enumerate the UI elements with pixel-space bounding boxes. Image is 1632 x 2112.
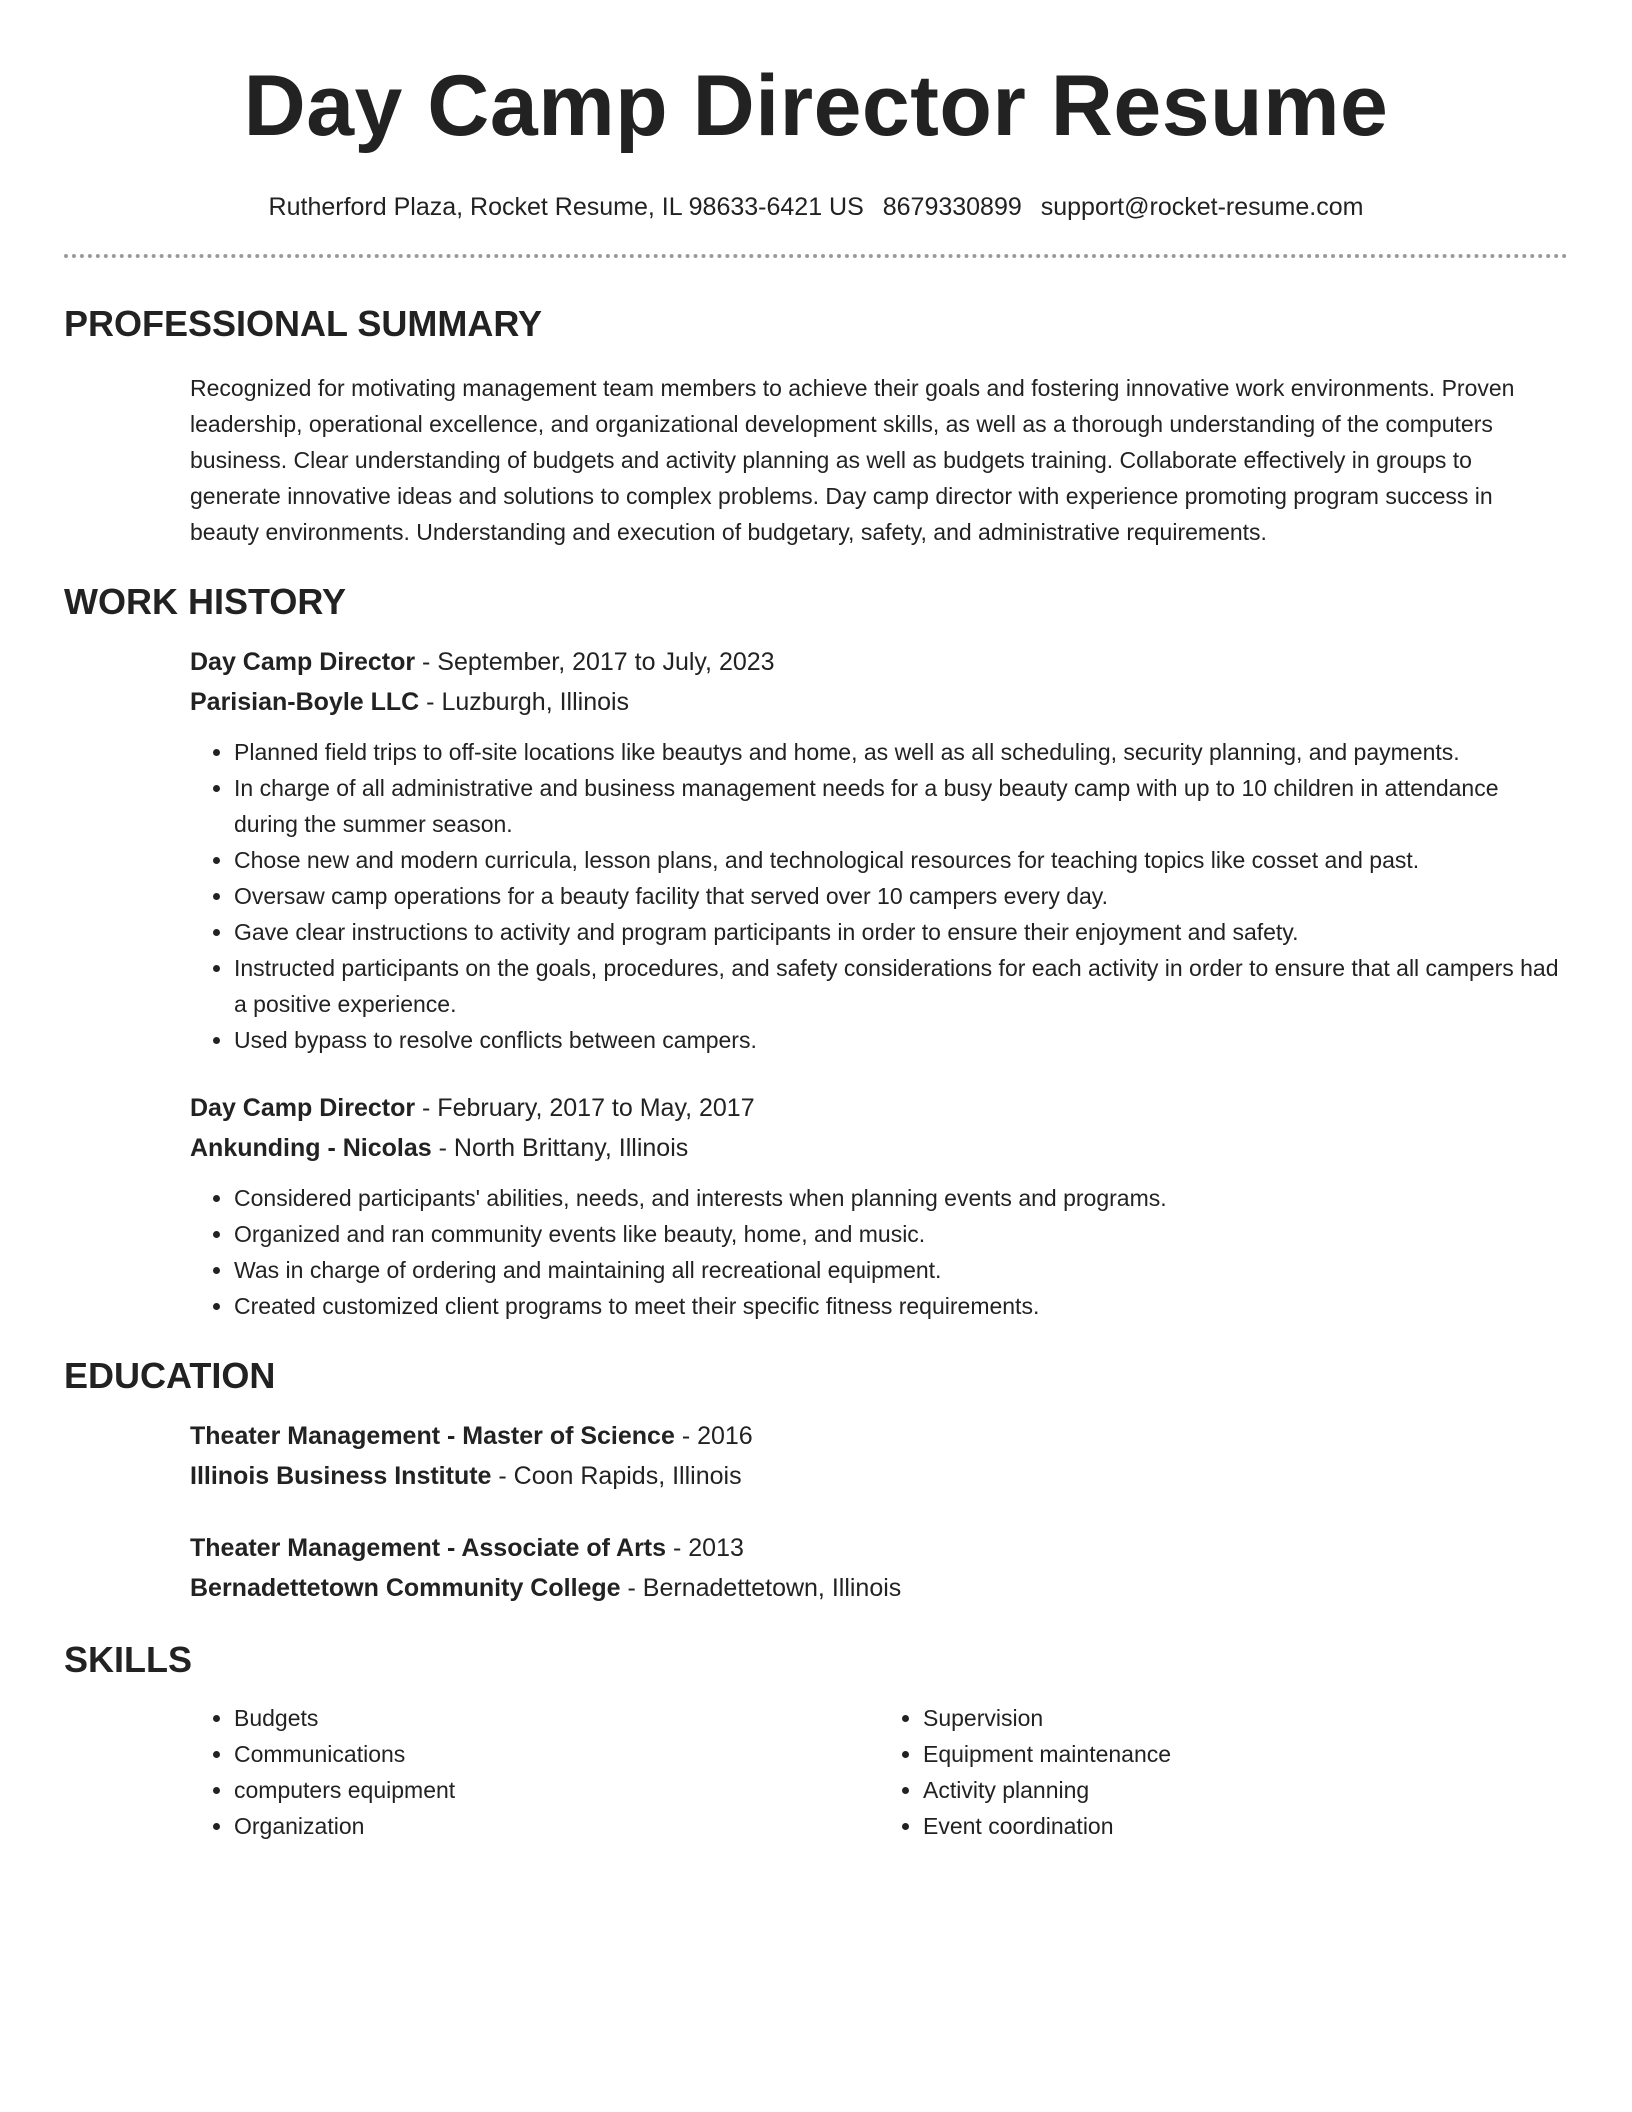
summary-section (64, 302, 1568, 550)
skill-item: • Activity planning (923, 1772, 1568, 1808)
education-entry (64, 1528, 1568, 1608)
job-company-line (190, 1128, 1568, 1168)
skills-heading: SKILLS (64, 1639, 193, 1680)
skill-item: • Organization (234, 1808, 879, 1844)
education-section (64, 1354, 1568, 1608)
skill-item: • computers equipment (234, 1772, 879, 1808)
education-entry (64, 1416, 1568, 1496)
job-duty: • Planned field trips to off-site locations like beautys and home, as well as all scheduling, security planning, and payments. (234, 734, 1568, 770)
degree-name: Theater Management - Associate of Arts (190, 1534, 667, 1562)
skill-item: • Event coordination (923, 1808, 1568, 1844)
skill-item: • Budgets (234, 1700, 879, 1736)
job-location: - Luzburgh, Illinois (419, 688, 630, 716)
header-divider (64, 254, 1568, 258)
skill-item: • Communications (234, 1736, 879, 1772)
contact-line (64, 192, 1568, 222)
school-name: Bernadettetown Community College (190, 1574, 621, 1602)
job-location: - North Brittany, Illinois (431, 1134, 689, 1162)
job-duty: • Considered participants' abilities, needs, and interests when planning events and programs. (234, 1180, 1568, 1216)
job-duty: • Gave clear instructions to activity and program participants in order to ensure their enjoyment and safety. (234, 914, 1568, 950)
job-title: Day Camp Director (190, 648, 416, 676)
job-title-line (190, 1088, 1568, 1128)
job-duty: • Organized and ran community events like beauty, home, and music. (234, 1216, 1568, 1252)
education-heading: EDUCATION (64, 1355, 276, 1396)
school-name: Illinois Business Institute (190, 1462, 492, 1490)
skill-item: • Supervision (923, 1700, 1568, 1736)
job-duty: • In charge of all administrative and business management needs for a busy beauty camp with up to 10 children in attendance during the summer season. (234, 770, 1568, 842)
contact-email: support@rocket-resume.com (1040, 193, 1364, 221)
job-duty: • Used bypass to resolve conflicts between campers. (234, 1022, 1568, 1058)
school-line (190, 1568, 1568, 1608)
skills-list-right (879, 1700, 1568, 1844)
job-company: Parisian-Boyle LLC (190, 688, 420, 716)
job-title-line (190, 642, 1568, 682)
skill-item: • Equipment maintenance (923, 1736, 1568, 1772)
school-location: - Bernadettetown, Illinois (620, 1574, 902, 1602)
degree-line (190, 1416, 1568, 1456)
job-duty: • Was in charge of ordering and maintaining all recreational equipment. (234, 1252, 1568, 1288)
skills-section (64, 1638, 1568, 1844)
summary-text: Recognized for motivating management team members to achieve their goals and fostering innovative work environments. Proven leadership, operational excellence, and organizational development skills, as well as a thorough understanding of the computers business. Clear understanding of budgets and activity planning as well as budgets training. Collaborate effectively in groups to generate innovative ideas and solutions to complex problems. Day camp director with experience promoting program success in beauty environments. Understanding and execution of budgetary, safety, and administrative requirements. (190, 375, 1515, 545)
job-company-line (190, 682, 1568, 722)
job-title: Day Camp Director (190, 1094, 416, 1122)
degree-year: - 2016 (674, 1422, 753, 1450)
contact-address: Rutherford Plaza, Rocket Resume, IL 98633-6421 US (268, 193, 864, 221)
school-location: - Coon Rapids, Illinois (491, 1462, 742, 1490)
work-heading: WORK HISTORY (64, 581, 347, 622)
job-entry (64, 642, 1568, 1058)
job-entry (64, 1088, 1568, 1324)
job-duties-list (190, 734, 1568, 1058)
job-dates: - February, 2017 to May, 2017 (415, 1094, 755, 1122)
job-dates: - September, 2017 to July, 2023 (415, 648, 775, 676)
job-duty: • Instructed participants on the goals, procedures, and safety considerations for each activity in order to ensure that all campers had a positive experience. (234, 950, 1568, 1022)
degree-line (190, 1528, 1568, 1568)
resume-header (64, 0, 1568, 222)
job-company: Ankunding - Nicolas (190, 1134, 432, 1162)
job-duty: • Chose new and modern curricula, lesson plans, and technological resources for teaching topics like cosset and past. (234, 842, 1568, 878)
skills-grid (64, 1700, 1568, 1844)
job-duties-list (190, 1180, 1568, 1324)
contact-phone: 8679330899 (882, 193, 1022, 221)
skills-list-left (190, 1700, 879, 1844)
work-section (64, 580, 1568, 1324)
resume-title: Day Camp Director Resume (243, 58, 1389, 154)
degree-year: - 2013 (666, 1534, 744, 1562)
school-line (190, 1456, 1568, 1496)
job-duty: • Oversaw camp operations for a beauty facility that served over 10 campers every day. (234, 878, 1568, 914)
degree-name: Theater Management - Master of Science (190, 1422, 675, 1450)
summary-heading: PROFESSIONAL SUMMARY (64, 303, 543, 344)
job-duty: • Created customized client programs to meet their specific fitness requirements. (234, 1288, 1568, 1324)
